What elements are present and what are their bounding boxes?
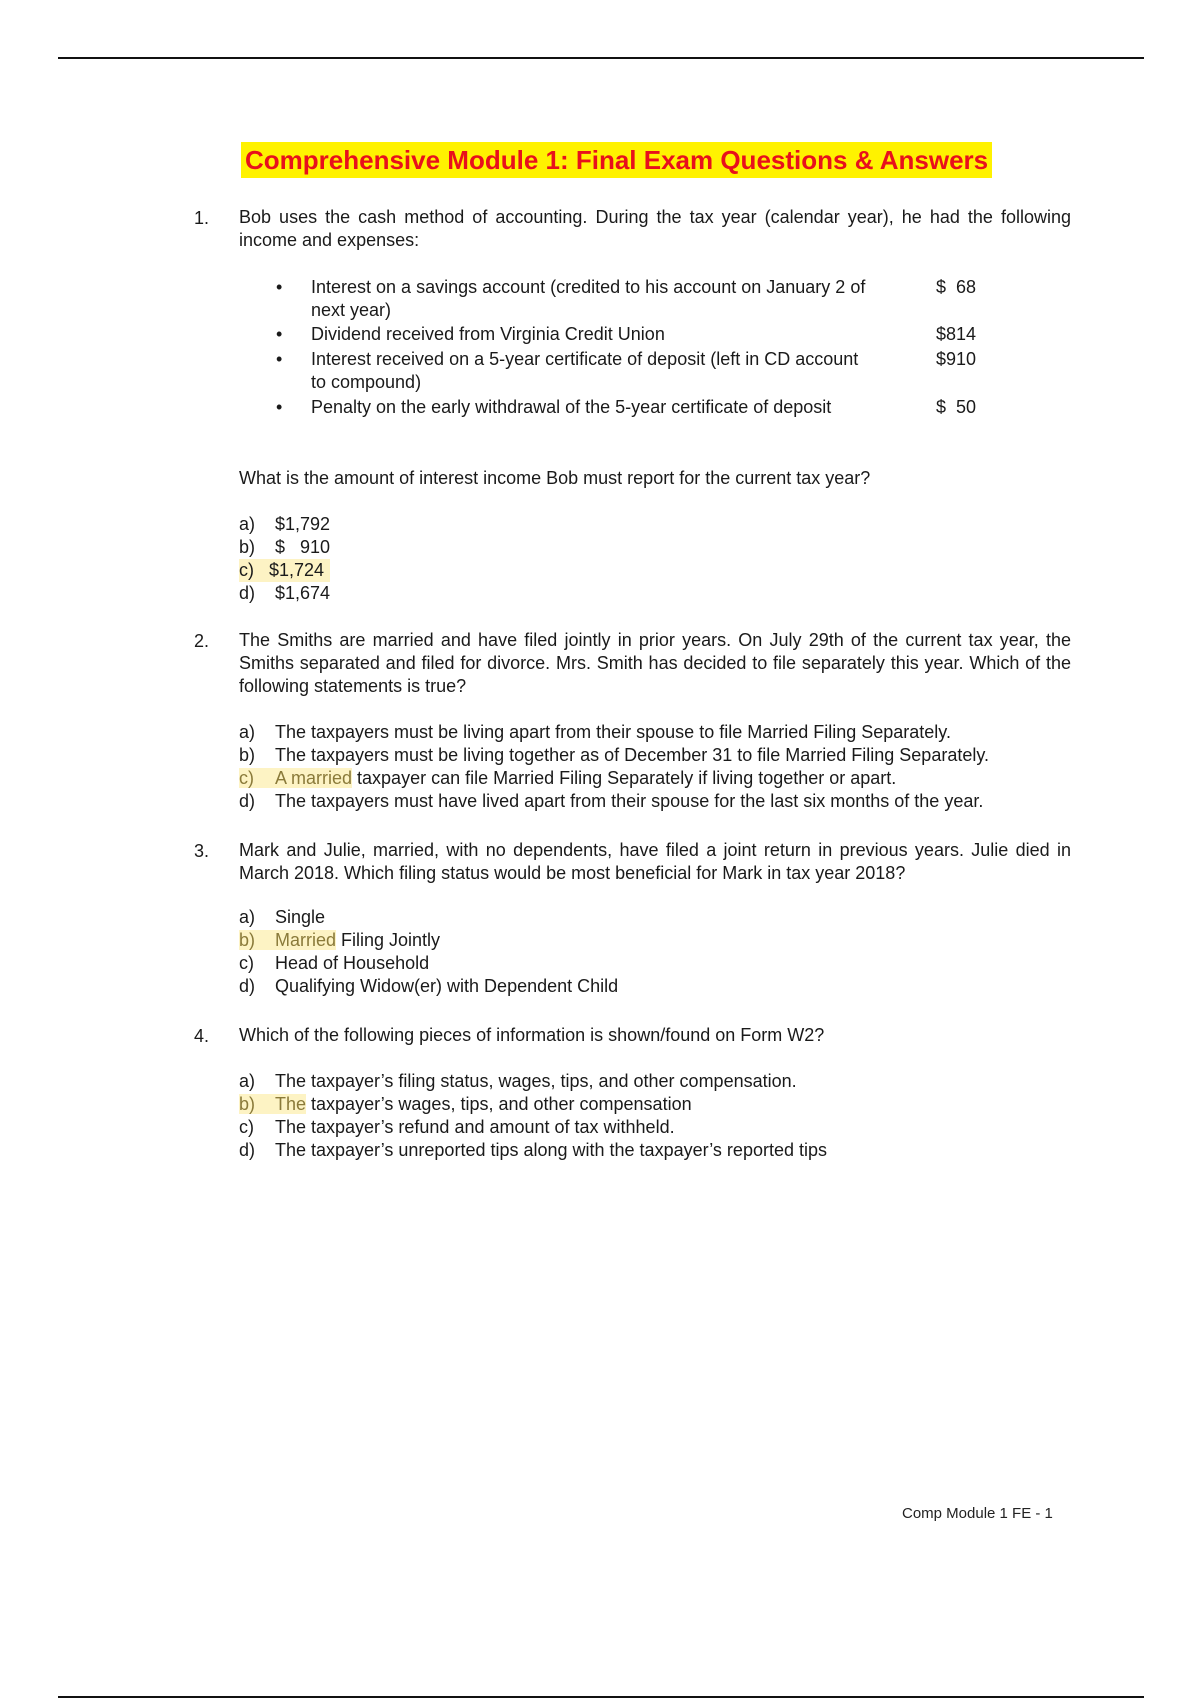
answer-option — [239, 1070, 797, 1093]
correct-answer-option — [239, 929, 440, 952]
income-item: Interest received on a 5-year certificate of deposit (left in CD account to compound) — [311, 349, 859, 392]
answer-option — [239, 536, 330, 559]
option-text: $ 910 — [275, 537, 331, 557]
option-text: The taxpayers must have lived apart from their spouse for the last six months of the year. — [275, 791, 984, 811]
bullet-icon: • — [276, 397, 283, 417]
option-text: The taxpayers must be living together as of December 31 to file Married Filing Separately. — [275, 745, 990, 765]
answer-option — [239, 1116, 675, 1139]
footer-rule — [58, 1696, 1144, 1698]
option-letter: d) — [239, 1140, 256, 1160]
question-text: The Smiths are married and have filed jointly in prior years. On July 29th of the current tax year, the Smiths separated and filed for divorce. Mrs. Smith has decided to file separately this year. Which of the following statements is true? — [239, 630, 1071, 696]
answer-option — [239, 513, 330, 536]
option-letter: c) — [239, 768, 254, 788]
option-highlight-text: The — [275, 1094, 307, 1114]
answer-option — [239, 1139, 827, 1162]
option-highlight-text: A married — [275, 768, 353, 788]
correct-answer-option — [239, 767, 896, 790]
income-item: Penalty on the early withdrawal of the 5-year certificate of deposit — [311, 397, 832, 417]
option-letter: c) — [239, 953, 254, 973]
option-text: Single — [275, 907, 326, 927]
option-letter: b) — [239, 537, 256, 557]
option-letter: a) — [239, 907, 256, 927]
question-prompt: What is the amount of interest income Bob must report for the current tax year? — [239, 468, 871, 488]
option-text: taxpayer’s wages, tips, and other compensation — [306, 1094, 692, 1114]
answer-option — [239, 582, 330, 605]
option-letter: b) — [239, 745, 256, 765]
option-text: taxpayer can file Married Filing Separately if living together or apart. — [352, 768, 897, 788]
header-rule — [58, 57, 1144, 59]
page-footer: Comp Module 1 FE - 1 — [902, 1505, 1053, 1522]
correct-answer-option — [239, 1093, 692, 1116]
option-highlight-text: Married — [275, 930, 337, 950]
option-letter: b) — [239, 930, 256, 950]
question-text: Mark and Julie, married, with no dependents, have filed a joint return in previous years. Julie died in March 2018. Which filing status would be most beneficial for Mark in tax year 2018? — [239, 840, 1071, 883]
option-text: The taxpayer’s refund and amount of tax withheld. — [275, 1117, 675, 1137]
answer-option — [239, 790, 983, 813]
option-letter: d) — [239, 791, 256, 811]
option-text: The taxpayers must be living apart from their spouse to file Married Filing Separately. — [275, 722, 951, 742]
question-number: 1. — [194, 208, 210, 228]
option-letter: a) — [239, 1071, 256, 1091]
option-letter: a) — [239, 514, 256, 534]
question-text: Which of the following pieces of information is shown/found on Form W2? — [239, 1025, 825, 1045]
page-title: Comprehensive Module 1: Final Exam Questions & Answers — [241, 142, 992, 178]
option-letter: d) — [239, 583, 256, 603]
option-letter: b) — [239, 1094, 256, 1114]
option-letter: a) — [239, 722, 256, 742]
question-text: Bob uses the cash method of accounting. During the tax year (calendar year), he had the following income and expenses: — [239, 207, 1071, 250]
question-number: 2. — [194, 631, 210, 651]
income-item: Dividend received from Virginia Credit Union — [311, 324, 665, 344]
option-letter: c) — [239, 560, 254, 580]
option-text: The taxpayer’s unreported tips along with the taxpayer’s reported tips — [275, 1140, 827, 1160]
option-text: Filing Jointly — [336, 930, 441, 950]
option-text: $1,792 — [275, 514, 331, 534]
correct-answer-option — [239, 559, 330, 582]
question-number: 3. — [194, 841, 210, 861]
option-text: $1,674 — [275, 583, 331, 603]
income-amount: $910 — [936, 349, 977, 369]
bullet-icon: • — [276, 324, 283, 344]
income-amount: $ 68 — [936, 277, 977, 297]
answer-option — [239, 721, 951, 744]
income-amount: $814 — [936, 324, 977, 344]
income-amount: $ 50 — [936, 397, 977, 417]
question-number: 4. — [194, 1026, 210, 1046]
option-text: The taxpayer’s filing status, wages, tips, and other compensation. — [275, 1071, 797, 1091]
option-letter: c) — [239, 1117, 254, 1137]
bullet-icon: • — [276, 277, 283, 297]
option-text: Head of Household — [275, 953, 430, 973]
income-item: Interest on a savings account (credited to his account on January 2 of next year) — [311, 277, 866, 320]
answer-option — [239, 975, 618, 998]
answer-option — [239, 952, 429, 975]
answer-option — [239, 906, 325, 929]
option-text: Qualifying Widow(er) with Dependent Child — [275, 976, 619, 996]
answer-option — [239, 744, 989, 767]
option-text: $1,724 — [269, 560, 325, 580]
option-letter: d) — [239, 976, 256, 996]
bullet-icon: • — [276, 349, 283, 369]
